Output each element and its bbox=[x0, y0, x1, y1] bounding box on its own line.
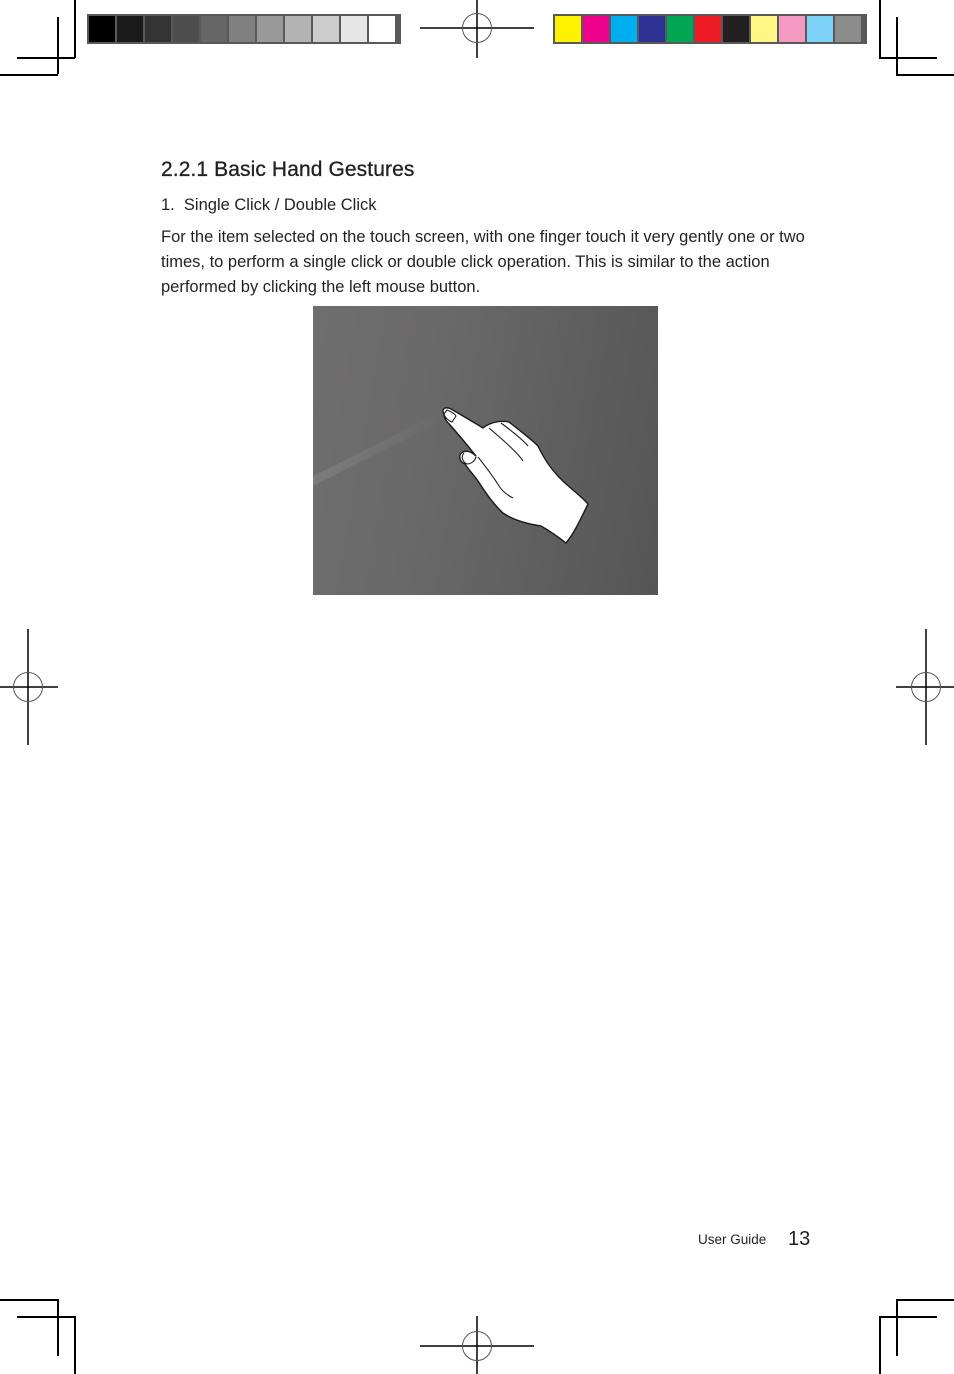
color-swatch bbox=[751, 16, 777, 42]
crop-mark-top-left bbox=[17, 57, 75, 59]
color-swatch bbox=[555, 16, 581, 42]
crop-mark-bottom-left bbox=[57, 1299, 59, 1356]
crop-mark-top-right bbox=[896, 74, 954, 76]
crop-mark-bottom-left bbox=[0, 1299, 58, 1301]
registration-mark-left bbox=[0, 629, 58, 745]
page-number: 13 bbox=[788, 1228, 811, 1250]
color-swatch bbox=[695, 16, 721, 42]
crop-mark-top-right bbox=[879, 57, 937, 59]
gesture-figure bbox=[313, 306, 658, 595]
color-swatch bbox=[145, 16, 171, 42]
color-swatch bbox=[257, 16, 283, 42]
crop-mark-top-left bbox=[74, 0, 76, 58]
crop-mark-bottom-right bbox=[879, 1316, 937, 1318]
section-title: 2.2.1 Basic Hand Gestures bbox=[161, 158, 415, 181]
subsection-heading: 1. Single Click / Double Click bbox=[161, 196, 377, 214]
color-swatch bbox=[667, 16, 693, 42]
color-swatch bbox=[369, 16, 395, 42]
color-swatch bbox=[835, 16, 861, 42]
body-paragraph: For the item selected on the touch screen, with one finger touch it very gently one or two times, to perform a single click or double click operation. This is similar to the action performed by clicking the left mouse button. bbox=[161, 228, 805, 296]
color-swatch bbox=[779, 16, 805, 42]
color-swatch bbox=[723, 16, 749, 42]
color-swatch bbox=[173, 16, 199, 42]
crop-mark-bottom-left bbox=[74, 1316, 76, 1374]
color-swatch bbox=[313, 16, 339, 42]
footer-label: User Guide bbox=[698, 1232, 767, 1247]
crop-mark-bottom-right bbox=[896, 1299, 954, 1301]
crop-mark-bottom-left bbox=[17, 1316, 75, 1318]
color-swatch bbox=[89, 16, 115, 42]
single-tap-hand-icon bbox=[313, 306, 658, 595]
color-swatch bbox=[611, 16, 637, 42]
crop-mark-top-right bbox=[879, 0, 881, 58]
registration-mark-bottom bbox=[420, 1316, 534, 1374]
color-swatch bbox=[201, 16, 227, 42]
registration-mark-right bbox=[896, 629, 954, 745]
crop-mark-bottom-right bbox=[879, 1316, 881, 1374]
color-swatch bbox=[583, 16, 609, 42]
registration-mark-top bbox=[420, 0, 534, 58]
color-calibration-bar bbox=[553, 14, 867, 44]
color-swatch bbox=[285, 16, 311, 42]
grayscale-calibration-bar bbox=[87, 14, 401, 44]
crop-mark-top-right bbox=[896, 17, 898, 74]
color-swatch bbox=[639, 16, 665, 42]
color-swatch bbox=[117, 16, 143, 42]
color-swatch bbox=[341, 16, 367, 42]
crop-mark-bottom-right bbox=[896, 1299, 898, 1356]
crop-mark-top-left bbox=[0, 74, 58, 76]
color-swatch bbox=[229, 16, 255, 42]
color-swatch bbox=[807, 16, 833, 42]
crop-mark-top-left bbox=[57, 17, 59, 74]
